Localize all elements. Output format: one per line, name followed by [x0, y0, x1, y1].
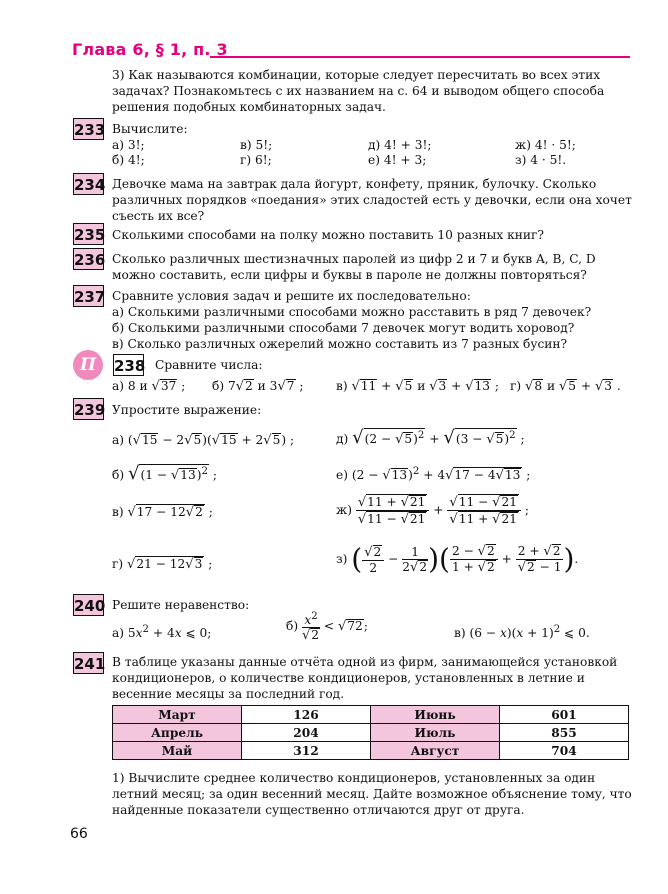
- problem-237-b: б) Сколькими различными способами 7 девочек могут водить хоровод?: [112, 321, 575, 335]
- p233-z: з) 4 · 5!.: [515, 153, 567, 167]
- problem-236-text: Сколько различных шестизначных паролей из цифр 2 и 7 и букв A, B, C, D можно составить, если цифры и буквы в пароле не должны повторяться?: [112, 252, 596, 282]
- problem-234-text: Девочке мама на завтрак дала йогурт, конфету, пряник, булочку. Сколько различных порядков «поедания» этих сладостей есть у девочки, если она хочет съесть их все?: [112, 177, 632, 223]
- table-cell: Июнь: [371, 706, 500, 724]
- p238-b: б) 7√2 и 3√7 ;: [212, 379, 304, 394]
- problem-233-title: Вычислите:: [112, 122, 188, 136]
- p233-d: д) 4! + 3!;: [368, 138, 432, 152]
- p239-d: д) $√(2 - √5)^2 + √(3 - √5)^2$ ;: [336, 427, 525, 449]
- table-row: [113, 706, 629, 724]
- p238-v: в) √11 + √5 и √3 + √13 ;: [336, 379, 500, 394]
- problem-241-text: В таблице указаны данные отчёта одной из фирм, занимающейся установкой кондиционеров, о количестве кондиционеров, установленных в летние и весенние месяцы за последний год.: [112, 655, 618, 701]
- p239-z: з) ( $\frac{√2}{2}$ − $\frac{1}{2√2}$ )( $\frac{2 - √2}{1 + √2}$ + $\frac{2 + √2}{√2 - 1}$ ).: [336, 542, 579, 576]
- intro-text: 3) Как называются комбинации, которые следует пересчитать во всех этих задачах? Познакомьтесь с их названием на с. 64 и выводом общего способа решения подобных комбинаторных задач.: [112, 68, 605, 114]
- table-cell: Апрель: [113, 724, 242, 742]
- p233-e: е) 4! + 3;: [368, 153, 427, 167]
- problem-238-title: Сравните числа:: [155, 358, 263, 372]
- p-badge-icon: П: [73, 350, 103, 380]
- p233-a: а) 3!;: [112, 138, 145, 152]
- problem-236-number: 236: [73, 248, 104, 270]
- p239-g: г) √21 − 12√3 ;: [112, 557, 213, 572]
- problem-233-number: 233: [73, 118, 104, 140]
- p233-v: в) 5!;: [240, 138, 273, 152]
- p240-b: б) $\frac{x^2}{√2}$ < √72;: [286, 611, 368, 644]
- table-cell: Август: [371, 742, 500, 760]
- table-cell: 204: [242, 724, 371, 742]
- p239-a: а) (√15 − 2√5)(√15 + 2√5) ;: [112, 433, 295, 448]
- table-cell: 126: [242, 706, 371, 724]
- problem-237-title: Сравните условия задач и решите их последовательно:: [112, 289, 471, 303]
- table-row: [113, 742, 629, 760]
- p239-zh: ж) $\frac{√11 + √21}{√11 - √21}$ + $\frac{√11 - √21}{√11 + √21}$ ;: [336, 495, 529, 527]
- problem-241-number: 241: [73, 652, 104, 674]
- p239-v: в) √17 − 12√2 ;: [112, 505, 213, 520]
- p239-e: е) $(2 - √13)^2 + 4√17 - 4√13$ ;: [336, 466, 531, 484]
- problem-240-title: Решите неравенство:: [112, 598, 250, 612]
- table-cell: Март: [113, 706, 242, 724]
- problem-235-text: Сколькими способами на полку можно поставить 10 разных книг?: [112, 228, 544, 242]
- p240-a: а) $5x^2 + 4x$ ⩽ 0;: [112, 624, 212, 641]
- problem-239-title: Упростите выражение:: [112, 403, 262, 417]
- table-row: [113, 724, 629, 742]
- p233-g: г) 6!;: [240, 153, 272, 167]
- p233-zh: ж) 4! · 5!;: [515, 138, 576, 152]
- problem-237-c: в) Сколько различных ожерелий можно составить из 7 разных бусин?: [112, 337, 568, 351]
- problem-234-number: 234: [73, 173, 104, 195]
- problem-239-number: 239: [73, 398, 104, 420]
- table-cell: Май: [113, 742, 242, 760]
- header-rule: [210, 56, 630, 58]
- table-cell: 704: [500, 742, 629, 760]
- problem-237-number: 237: [73, 285, 104, 307]
- problem-235-number: 235: [73, 223, 104, 245]
- problem-241-question-1: 1) Вычислите среднее количество кондиционеров, установленных за один летний месяц; за один весенний месяц. Дайте возможное объяснение тому, что найденные показатели существенно отличаются друг от друга.: [112, 771, 632, 817]
- table-cell: Июль: [371, 724, 500, 742]
- p238-g: г) √8 и √5 + √3 .: [510, 379, 621, 394]
- chapter-header: Глава 6, § 1, п. 3: [72, 40, 228, 59]
- problem-238-number: 238: [113, 354, 144, 376]
- p238-a: а) 8 и √37 ;: [112, 379, 186, 394]
- table-cell: 312: [242, 742, 371, 760]
- table-cell: 855: [500, 724, 629, 742]
- problem-237-a: а) Сколькими различными способами можно расставить в ряд 7 девочек?: [112, 305, 592, 319]
- p239-b: б) $√(1 - √13)^2$ ;: [112, 463, 217, 485]
- p240-v: в) $(6 - x)(x + 1)^2$ ⩽ 0.: [454, 624, 590, 641]
- problem-240-number: 240: [73, 594, 104, 616]
- data-table: [112, 705, 629, 760]
- page-number: 66: [70, 826, 88, 842]
- p233-b: б) 4!;: [112, 153, 145, 167]
- table-cell: 601: [500, 706, 629, 724]
